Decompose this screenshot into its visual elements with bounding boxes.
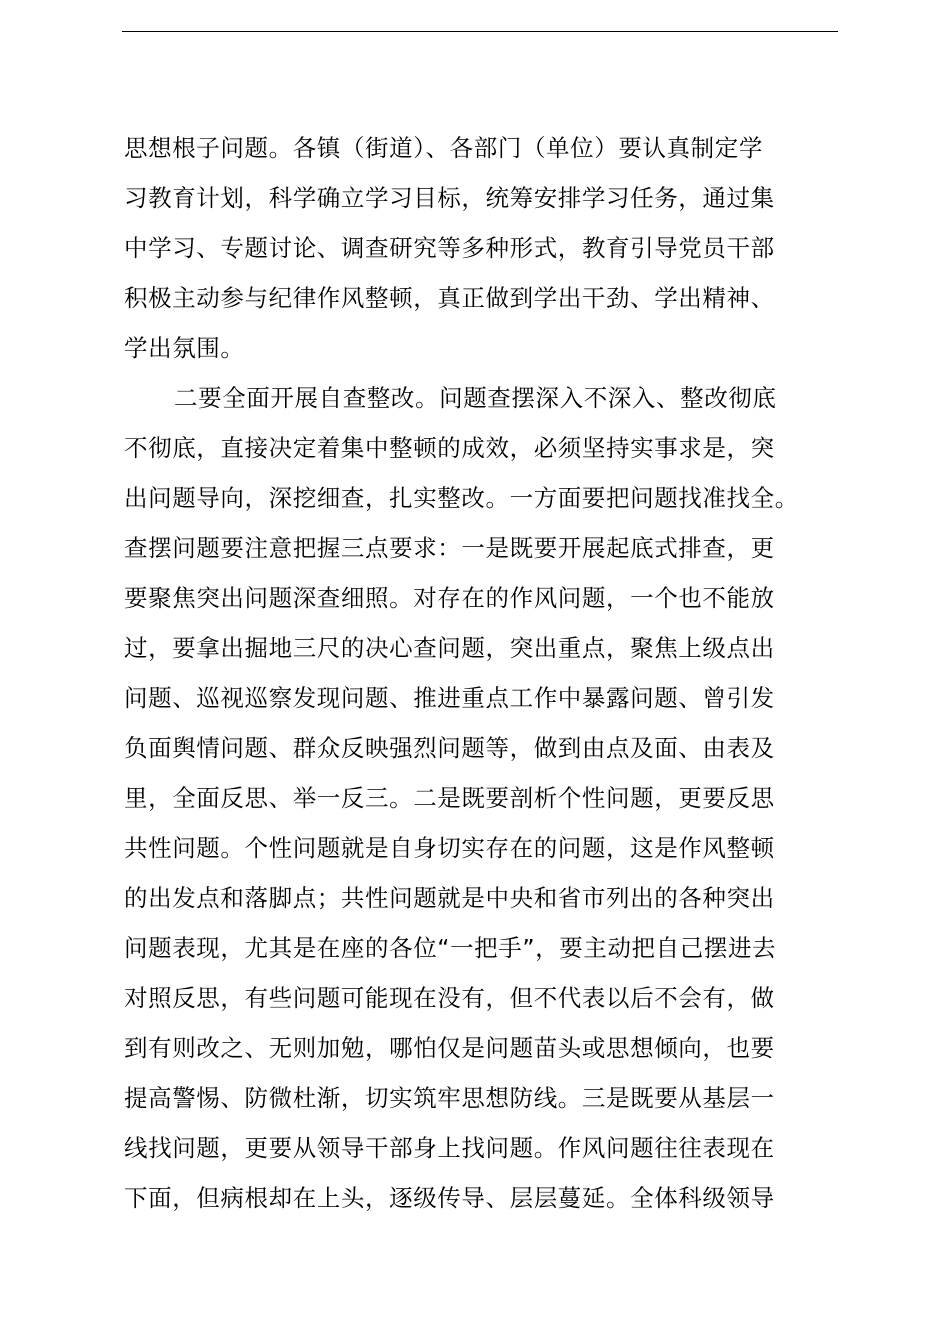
text-line: 负面舆情问题、群众反映强烈问题等，做到由点及面、由表及 [124,734,775,762]
text-line: 对照反思，有些问题可能现在没有，但不代表以后不会有，做 [124,984,775,1012]
text-line: 过，要拿出掘地三尺的决心查问题，突出重点，聚焦上级点出 [124,634,775,662]
document-body [124,123,884,1223]
header-rule [122,31,838,32]
text-line: 里，全面反思、举一反三。二是既要剖析个性问题，更要反思 [124,784,775,812]
text-line: 问题表现，尤其是在座的各位“一把手”，要主动把自己摆进去 [124,934,777,962]
text-line: 学出氛围。 [124,334,245,362]
text-line: 到有则改之、无则加勉，哪怕仅是问题苗头或思想倾向，也要 [124,1034,775,1062]
text-line: 下面，但病根却在上头，逐级传导、层层蔓延。全体科级领导 [124,1184,775,1212]
text-line: 出问题导向，深挖细查，扎实整改。一方面要把问题找准找全。 [124,484,799,512]
text-line: 思想根子问题。各镇（街道）、各部门（单位）要认真制定学 [124,134,763,162]
text-line: 不彻底，直接决定着集中整顿的成效，必须坚持实事求是，突 [124,434,775,462]
paragraph-start-line: 二要全面开展自查整改。问题查摆深入不深入、整改彻底 [174,384,777,412]
text-line: 问题、巡视巡察发现问题、推进重点工作中暴露问题、曾引发 [124,684,775,712]
text-line: 提高警惕、防微杜渐，切实筑牢思想防线。三是既要从基层一 [124,1084,775,1112]
text-line: 共性问题。个性问题就是自身切实存在的问题，这是作风整顿 [124,834,775,862]
text-line: 查摆问题要注意把握三点要求：一是既要开展起底式排查，更 [124,534,775,562]
text-line: 中学习、专题讨论、调查研究等多种形式，教育引导党员干部 [124,234,775,262]
text-line: 要聚焦突出问题深查细照。对存在的作风问题，一个也不能放 [124,584,775,612]
text-line: 习教育计划，科学确立学习目标，统筹安排学习任务，通过集 [124,184,775,212]
text-line: 积极主动参与纪律作风整顿，真正做到学出干劲、学出精神、 [124,284,775,312]
text-line: 的出发点和落脚点；共性问题就是中央和省市列出的各种突出 [124,884,775,912]
text-line: 线找问题，更要从领导干部身上找问题。作风问题往往表现在 [124,1134,775,1162]
